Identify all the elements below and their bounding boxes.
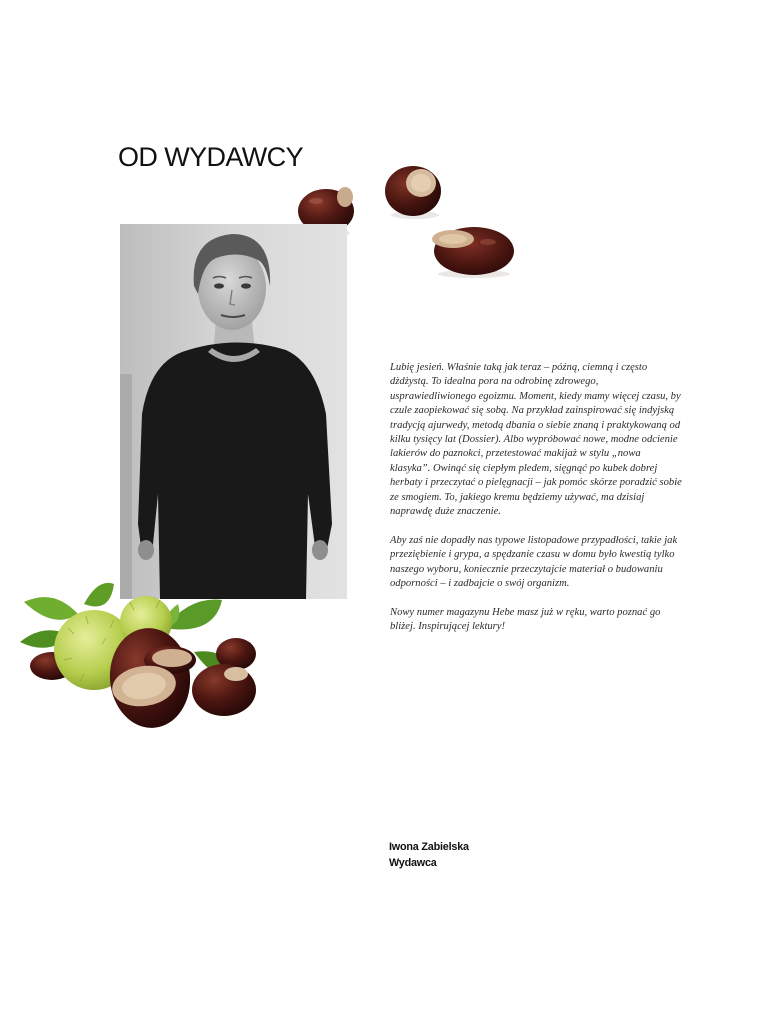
editorial-letter <box>390 361 682 649</box>
signature-name: Iwona Zabielska <box>389 841 469 853</box>
chestnut-icon <box>428 222 516 280</box>
portrait-photo <box>120 224 347 599</box>
chestnut-icon <box>383 163 447 221</box>
chestnut-cluster-image <box>14 574 266 734</box>
letter-paragraph: Aby zaś nie dopadły nas typowe listopadowe przypadłości, takie jak przeziębienie i grypa, a spędzanie czasu w domu było kwestią tylko naszego wyboru, koniecznie przeczytajcie materiał o budowaniu odporności – i zadbajcie o swój organizm. <box>390 534 678 590</box>
signature-role: Wydawca <box>389 857 437 869</box>
letter-paragraph: Lubię jesień. Właśnie taką jak teraz – późną, ciemną i często dżdżystą. To idealna pora na odrobinę zdrowego, usprawiedliwionego egoizmu. Moment, kiedy mamy więcej czasu, by czule zaopiekować się sobą. Na przykład zainspirować się indyjską tradycją ajurwedy, metodą dbania o siebie znaną i praktykowaną od kilku tysięcy lat (Dossier). Albo wypróbować nowe, modne odcienie lakierów do paznokci, przetestować makijaż w stylu „nowa klasyka”. Owinąć się ciepłym pledem, sięgnąć po kubek dobrej herbaty i przeczytać o pielęgnacji – jak pomóc skórze poradzić sobie ze smogiem. To, jakiego kremu będziemy używać, ma dzisiaj naprawdę duże znaczenie. <box>390 362 682 518</box>
letter-paragraph: Nowy numer magazynu Hebe masz już w ręku, warto poznać go bliżej. Inspirującej lektury! <box>390 606 661 633</box>
page-title: OD WYDAWCY <box>118 142 303 172</box>
signature-block <box>389 839 469 871</box>
